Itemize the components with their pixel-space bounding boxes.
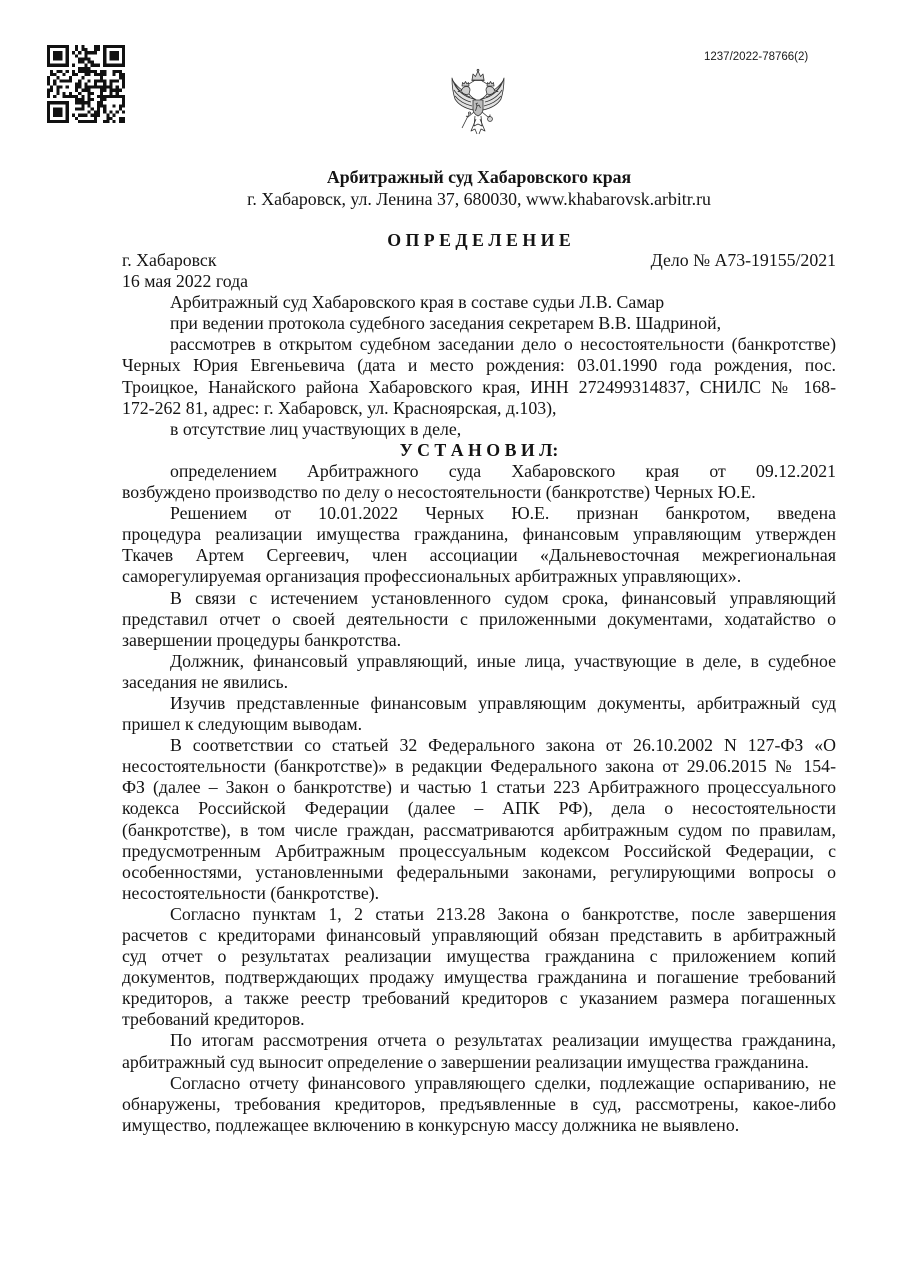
paragraph-line: Решением от 10.01.2022 Черных Ю.Е. признан банкротом, введена (170, 503, 836, 524)
document-type: О П Р Е Д Е Л Е Н И Е (387, 230, 571, 250)
paragraph-line: в отсутствие лиц участвующих в деле, (170, 418, 462, 439)
finding-paragraph (122, 693, 836, 735)
decision-date: 16 мая 2022 года (122, 271, 249, 292)
paragraph-line: саморегулируемая организация профессиональных арбитражных управляющих». (122, 566, 742, 587)
court-name: Арбитражный суд Хабаровского края (326, 167, 632, 187)
place-and-case-row (122, 250, 836, 271)
paragraph-line: В связи с истечением установленного судом срока, финансовый управляющий (170, 587, 836, 608)
case-number: Дело № А73-19155/2021 (650, 250, 836, 270)
paragraph-line: особенностями, установленными федеральными законами, регулирующими вопросы о (122, 861, 836, 882)
document-id: 1237/2022-78766(2) (704, 51, 809, 63)
city: г. Хабаровск (122, 250, 217, 270)
paragraph-line: заседания не явились. (122, 671, 289, 692)
finding-paragraph (122, 588, 836, 651)
qr-code-icon (47, 45, 125, 123)
paragraph-line: По итогам рассмотрения отчета о результатах реализации имущества гражданина, (170, 1030, 836, 1051)
paragraph-line: несостоятельности (банкротстве)» в редакции Федерального закона от 29.06.2015 № 154- (122, 756, 836, 777)
paragraph-line: кредиторов, а также реестр требований кредиторов с указанием размера погашенных (122, 988, 836, 1009)
paragraph-line: арбитражный суд выносит определение о завершении реализации имущества гражданина. (122, 1051, 809, 1072)
paragraph-line: Изучив представленные финансовым управляющим документы, арбитражный суд (170, 692, 836, 713)
paragraph-line: Должник, финансовый управляющий, иные лица, участвующие в деле, в судебное (170, 650, 836, 671)
paragraph-line: завершении процедуры банкротства. (122, 629, 402, 650)
paragraph-line: рассмотрев в открытом судебном заседании дело о несостоятельности (банкротстве) (170, 334, 836, 355)
paragraph-line: определением Арбитражного суда Хабаровского края от 09.12.2021 (170, 460, 836, 481)
paragraph-line: В соответствии со статьей 32 Федерального закона от 26.10.2002 N 127-ФЗ «О (170, 735, 836, 756)
paragraph-line: предусмотренным Арбитражным процессуальным кодексом Российской Федерации, с (122, 840, 836, 861)
paragraph-line: требований кредиторов. (122, 1009, 305, 1030)
court-address: г. Хабаровск, ул. Ленина 37, 680030, www.khabarovsk.arbitr.ru (247, 189, 711, 209)
paragraph-line: Арбитражный суд Хабаровского края в составе судьи Л.В. Самар (170, 292, 665, 313)
coat-of-arms-icon (448, 68, 508, 140)
finding-paragraph (122, 651, 836, 693)
paragraph-line: расчетов с кредиторами финансовый управляющий обязан представить в арбитражный (122, 925, 836, 945)
finding-paragraph (122, 735, 836, 904)
paragraph-line: возбуждено производство по делу о несостоятельности (банкротстве) Черных Ю.Е. (122, 482, 756, 503)
paragraph-line: представил отчет о своей деятельности с приложенными документами, ходатайство о (122, 608, 836, 629)
intro-paragraph (122, 313, 836, 334)
paragraph-line: Черных Юрия Евгеньевича (дата и место рождения: 03.01.1990 года рождения, пос. (122, 355, 836, 376)
paragraph-line: кодекса Российской Федерации (далее – АПК РФ), дела о несостоятельности (122, 798, 836, 819)
finding-paragraph (122, 1030, 836, 1072)
paragraph-line: Согласно пунктам 1, 2 статьи 213.28 Закона о банкротстве, после завершения (170, 903, 836, 924)
paragraph-line: процедура реализации имущества гражданина, финансовым управляющим утвержден (122, 524, 836, 545)
intro-paragraph (122, 292, 836, 313)
paragraph-line: Троицкое, Нанайского района Хабаровского края, ИНН 272499314837, СНИЛС № 168- (122, 376, 836, 397)
paragraph-line: (банкротстве), в том числе граждан, рассматриваются арбитражным судом по правилам, (122, 819, 836, 840)
paragraph-line: обнаружены, требования кредиторов, предъявленные в суд, рассмотрены, какое-либо (122, 1093, 836, 1114)
intro-paragraph (122, 419, 836, 440)
paragraph-line: пришел к следующим выводам. (122, 714, 363, 735)
paragraph-line: суд отчет о результатах реализации имущества гражданина с приложением копий (122, 946, 836, 967)
paragraph-line: Ткачев Артем Сергеевич, член ассоциации «Дальневосточная межрегиональная (122, 545, 836, 566)
established-heading: У С Т А Н О В И Л: (399, 439, 559, 460)
paragraph-line: несостоятельности (банкротстве). (122, 882, 380, 903)
paragraph-line: 172-262 81, адрес: г. Хабаровск, ул. Красноярская, д.103), (122, 397, 557, 418)
paragraph-line: при ведении протокола судебного заседания секретарем В.В. Шадриной, (170, 313, 722, 334)
paragraph-line: Согласно отчету финансового управляющего сделки, подлежащие оспариванию, не (170, 1072, 836, 1093)
document-body (122, 250, 836, 1136)
finding-paragraph (122, 461, 836, 503)
paragraph-line: имущество, подлежащее включению в конкурсную массу должника не выявлено. (122, 1114, 740, 1135)
paragraph-line: ФЗ (далее – Закон о банкротстве) и частью 1 статьи 223 Арбитражного процессуального (122, 777, 836, 798)
paragraph-line: документов, подтверждающих продажу имущества гражданина и погашение требований (122, 967, 836, 988)
finding-paragraph (122, 503, 836, 587)
intro-paragraph (122, 334, 836, 418)
finding-paragraph (122, 904, 836, 1031)
finding-paragraph (122, 1073, 836, 1136)
